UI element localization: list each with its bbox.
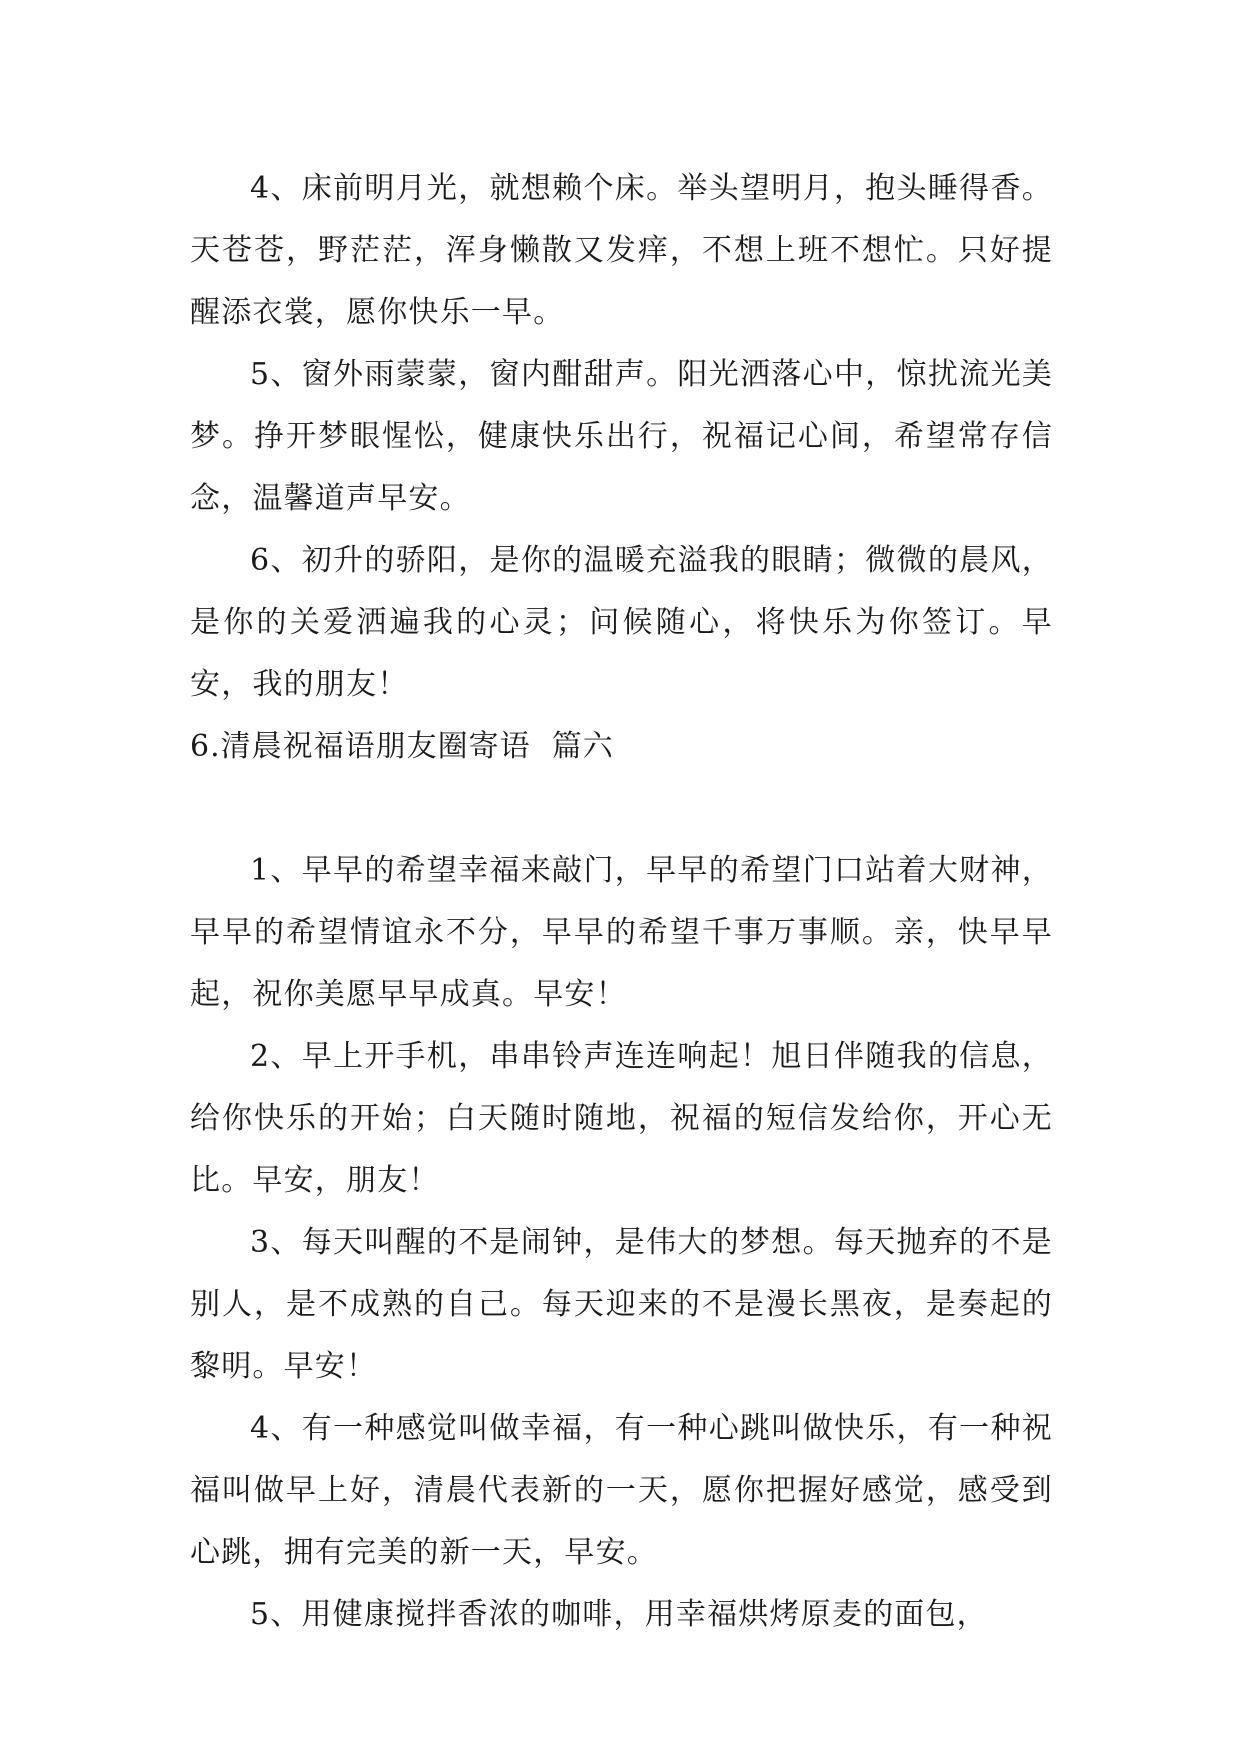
paragraph-5-before: 5、窗外雨蒙蒙，窗内酣甜声。阳光洒落心中，惊扰流光美梦。挣开梦眼惺忪，健康快乐出行，祝福记心间，希望常存信念，温馨道声早安。: [190, 357, 1053, 516]
paragraph-6-before: 6、初升的骄阳，是你的温暖充溢我的眼睛；微微的晨风，是你的关爱洒遍我的心灵；问候随心，将快乐为你签订。早安，我的朋友！: [190, 543, 1053, 702]
document-body: [190, 158, 1053, 1646]
paragraph-4-before: 4、床前明月光，就想赖个床。举头望明月，抱头睡得香。天苍苍，野茫茫，浑身懒散又发痒，不想上班不想忙。只好提醒添衣裳，愿你快乐一早。: [190, 171, 1053, 330]
section-heading: 6.清晨祝福语朋友圈寄语 篇六: [190, 729, 614, 764]
paragraph-3: 3、每天叫醒的不是闹钟，是伟大的梦想。每天抛弃的不是别人，是不成熟的自己。每天迎来的不是漫长黑夜，是奏起的黎明。早安！: [190, 1225, 1053, 1384]
paragraph-1: 1、早早的希望幸福来敲门，早早的希望门口站着大财神，早早的希望情谊永不分，早早的希望千事万事顺。亲，快早早起，祝你美愿早早成真。早安！: [190, 853, 1053, 1012]
paragraph-2: 2、早上开手机，串串铃声连连响起！旭日伴随我的信息，给你快乐的开始；白天随时随地，祝福的短信发给你，开心无比。早安，朋友！: [190, 1039, 1053, 1198]
paragraph-4: 4、有一种感觉叫做幸福，有一种心跳叫做快乐，有一种祝福叫做早上好，清晨代表新的一天，愿你把握好感觉，感受到心跳，拥有完美的新一天，早安。: [190, 1411, 1053, 1570]
paragraph-5: 5、用健康搅拌香浓的咖啡，用幸福烘烤原麦的面包，: [250, 1597, 988, 1632]
